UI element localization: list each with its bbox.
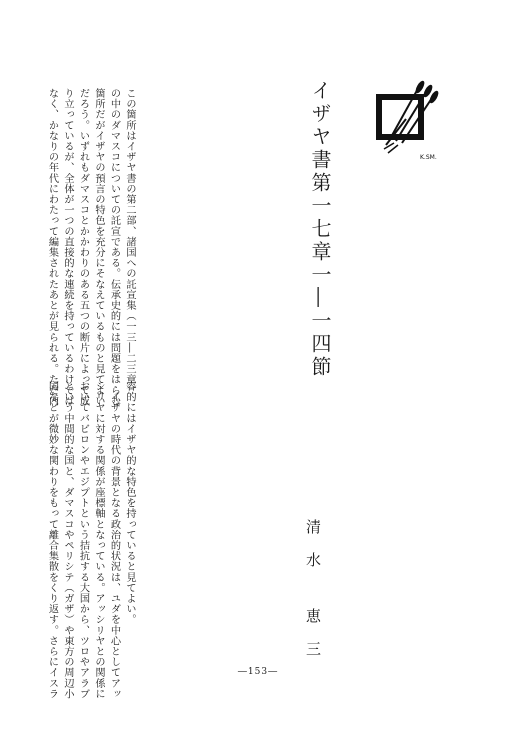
- wheat-illustration-icon: [376, 79, 440, 163]
- body-paragraph: 容的にはイザヤ的な特色を持っていると見てよい。 イザヤの時代の背景となる政治的状況は、ユダを中心としてアッ シリヤに対する関係が座標軸となっている。アッシリヤとの関係に おいてバビロンやエジプトという拮抗する大国から、ツロやアラブ という中間的な国と、ダマスコやペリシテ（ガザ）や東方の周辺小 国などが微妙な関わりをもって離合集散をくり返す。さらにイスラ: [46, 381, 135, 699]
- author-name: 清水 恵三: [304, 519, 322, 674]
- illustration-signature: K.SM.: [420, 154, 437, 161]
- intro-paragraph: この箇所はイザヤ書の第二部、諸国への託宣集（一三―二三章） の中のダマスコについての託宣である。伝承史的には問題をはらむ 箇所だがイザヤの預言の特色を充分にそなえているものと見てよい だろう。いずれもダマスコとかかわりのある五つの断片によって成 り立っているが、全体が一つの直接的な連続を持っているわけでは なく、かなりの年代にわたって編集されたあとが見られる。ただ内: [46, 88, 135, 406]
- article-title: イザヤ書第一七章一―一四節: [308, 80, 332, 379]
- page-number: ―153―: [237, 667, 279, 677]
